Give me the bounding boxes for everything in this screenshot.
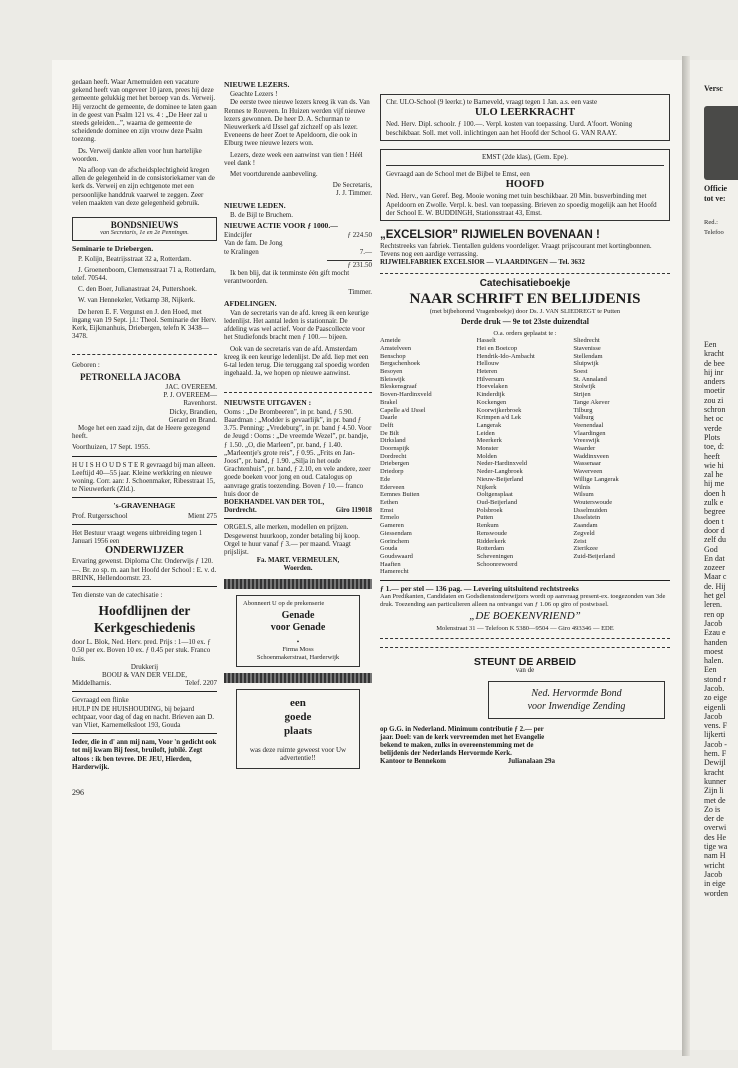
place-item: Ermelo — [380, 514, 400, 522]
place-item: Krimpen a/d Lek — [476, 414, 522, 422]
place-item: Bergschenhoek — [380, 360, 420, 368]
right-line: kunner — [704, 776, 727, 786]
bestuur-text: Het Bestuur vraagt wegens uitbreiding tegen 1 Januari 1956 een — [72, 528, 203, 545]
hoofdlijnen-title-2: Kerkgeschiedenis — [93, 620, 196, 636]
right-line: Zijn li — [704, 786, 724, 796]
place-item: Vlaardingen — [573, 429, 606, 437]
place-item: Stolwijk — [573, 383, 596, 391]
place-item: Sluipwijk — [573, 360, 599, 368]
bond-ad — [380, 647, 670, 765]
vermeulen-name: Fa. MART. VERMEULEN, — [256, 556, 340, 565]
firma-address: Schoenmakerstraat, Harderwijk — [256, 653, 340, 661]
place-item: Ridderkerk — [476, 537, 506, 545]
place-item: Veenendaal — [573, 421, 604, 429]
right-line: anders — [704, 377, 725, 387]
geachte-lezers: Geachte Lezers ! — [230, 90, 278, 99]
place-item: Bleiswijk — [380, 375, 405, 383]
right-line: stond r — [704, 674, 726, 684]
school-name: Prof. Rutgersschool — [72, 511, 128, 520]
right-line: zal he — [704, 470, 723, 480]
right-line: Plots — [704, 432, 721, 442]
nieuwe-leden-heading: NIEUWE LEDEN. — [224, 200, 286, 210]
boekenvriend-title: „DE BOEKENVRIEND” — [469, 610, 581, 623]
place-item: Renkum — [476, 522, 499, 530]
right-tel: Telefoo — [704, 229, 724, 236]
actie-total: ƒ 231.50 — [327, 260, 372, 269]
place-item: Gorinchem — [380, 537, 410, 545]
place-item: Gameren — [380, 522, 404, 530]
excelsior-text: Rechtstreeks van fabriek. Tientallen guldens voordeliger. Vraagt prijscourant met kortingbonnen. Tevens nog een aardige verrassing. — [380, 242, 652, 259]
derde-druk: Derde druk — 9e tot 23ste duizendtal — [461, 317, 589, 327]
place-item: Hoevelaken — [476, 383, 508, 391]
page-binding — [682, 56, 690, 1056]
place-item: Daarle — [380, 414, 398, 422]
predikanten-text: Aan Predikanten, Candidaten en Godsdienstonderwijzers wordt op aanvraag present-ex. toegezonden van 3de druk. Toezending aan particulieren alleen na ontvangst van ƒ 1.06 op giro of postwissel. — [380, 593, 666, 608]
ulo-intro: Chr. ULO-School (9 leerkr.) te Barneveld, vraagt tegen 1 Jan. a.s. een vaste — [386, 98, 598, 106]
boekhandel-name: BOEKHANDEL VAN DER TOL, — [224, 497, 325, 506]
genade-title-2: voor Genade — [270, 622, 326, 634]
right-line: ren op — [704, 609, 725, 619]
place-item: Bleskensgraaf — [380, 383, 417, 391]
right-line: door d — [704, 525, 725, 535]
parent-line: Dicky, Brandien, — [169, 407, 217, 416]
actie-row — [224, 231, 372, 239]
place-item: Neder-Langbroek — [476, 468, 523, 476]
bond-kantoor: Kantoor te Bennekom — [380, 757, 446, 766]
right-line: vens. F — [704, 721, 728, 731]
place-item: Delft — [380, 421, 394, 429]
place-item: Emst — [380, 506, 394, 514]
place-item: Ameide — [380, 337, 401, 345]
afdelingen-text-2: Ook van de secretaris van de afd. Amsterdam kreeg ik een keurige ledenlijst. De afd. liep met een 6-tal leden terug. Die teruggang zal spoedig worden ingehaald. Ja, we hopen op nieuwe aanwinst. — [224, 344, 370, 378]
catechisatie-ad — [380, 273, 670, 640]
bond-name-2: voor Inwendige Zending — [527, 700, 626, 712]
advert-een: een — [290, 696, 306, 709]
actie-heading: NIEUWE ACTIE VOOR ƒ 1000.— — [224, 221, 338, 231]
place-item: Goudswaard — [380, 552, 413, 560]
right-line: Een — [704, 340, 717, 349]
bond-kantoor-row — [380, 757, 555, 765]
right-line: tige wa — [704, 842, 728, 852]
right-line: hij inr — [704, 367, 724, 377]
uitgaven-heading: NIEUWSTE UITGAVEN : — [224, 397, 312, 407]
nieuw-lid: B. de Bijl te Bruchem. — [230, 210, 293, 219]
ervaring-text: Ervaring gewenst. Diploma Chr. Onderwijs ƒ 120.—. Br. zo sp. m. aan het Hoofd der School : E. v. d. BRINK, Hellendoornstr. 23. — [72, 557, 217, 582]
gevraagd-label: Gevraagd een flinke — [72, 696, 129, 705]
seminarie-heading: Seminarie te Driebergen. — [72, 244, 154, 254]
right-line: hij me — [704, 479, 725, 489]
places-column — [573, 337, 670, 576]
dank-text: Ik ben blij, dat ik tenminste één gift mocht verantwoorden. — [224, 269, 350, 286]
firma-name: Firma Moss — [282, 646, 314, 654]
place-item: Putten — [476, 514, 494, 522]
place-item: Soest — [573, 368, 588, 376]
place-item: Tilburg — [573, 406, 593, 414]
genade-box: Abonneert U op de prekenserie Genade voor Genade • Firma Moss Schoenmakerstraat, Harderwijk — [236, 595, 360, 667]
lezers-text-2: Lezers, deze week een aanwinst van tien ! Héél veel dank ! — [224, 150, 363, 167]
place-item: Eethen — [380, 499, 399, 506]
hoofd-heading: HOOFD — [505, 179, 545, 191]
drukkerij-label: Drukkerij — [130, 662, 159, 671]
genade-title-1: Genade — [281, 610, 315, 622]
booij-phone: Telef. 2207 — [185, 679, 217, 688]
place-item: Amstelveen — [380, 344, 412, 352]
dejeu-ad: Ieder, die in d' ann mij nam, Voor 'n gedicht ook tot mij kwam Bij feest, bruiloft, jubilé. Zegt altoos : ik ben tevree. DE JEU, Hierden, Harderwijk. — [72, 738, 217, 771]
ulo-ad — [380, 94, 670, 141]
school-address: Mient 275 — [188, 511, 217, 520]
emst-gevraagd: Gevraagd aan de School met de Bijbel te Emst, een — [386, 170, 530, 179]
place-item: Driedorp — [380, 468, 404, 476]
place-item: Willige Langerak — [573, 475, 619, 483]
place-item: Benschop — [380, 352, 406, 360]
booij-row — [72, 679, 217, 687]
right-line: leren. — [704, 600, 722, 610]
right-line: de bee — [704, 358, 725, 368]
right-line: Zo is — [704, 804, 721, 814]
bondsnieuws-subtitle: van Secretaris, 1e en 2e Penningm. — [100, 229, 189, 237]
boekhandel-city: Dordrecht. — [224, 506, 257, 515]
right-line: zelf du — [704, 535, 726, 545]
right-line: des He — [704, 832, 726, 842]
right-page-fragment — [690, 60, 738, 1050]
boekhandel-giro: Giro 119018 — [335, 506, 372, 515]
school-row — [72, 512, 217, 520]
right-tot: tot ve: — [704, 194, 726, 203]
place-item: Waddinxveen — [573, 452, 609, 460]
secretaris-name: J. J. Timmer. — [336, 189, 372, 198]
place-item: Wouterswoude — [573, 499, 613, 506]
right-line: nam H — [704, 851, 726, 861]
place-item: IJsselmuiden — [573, 506, 608, 514]
sem-item-3: C. den Boer, Julianastraat 24, Puttershoek. — [78, 285, 197, 294]
place-item: Strijen — [573, 391, 591, 399]
right-line: Jacob — [704, 618, 723, 628]
right-line: kracht — [704, 767, 724, 777]
column-3 — [380, 90, 670, 766]
place-item: Kinderdijk — [476, 391, 505, 399]
right-line: moetir — [704, 386, 725, 396]
place-item: Doornspijk — [380, 445, 410, 453]
place-item: Meerkerk — [476, 437, 502, 445]
column-2 — [224, 78, 372, 773]
place-item: Zeist — [573, 537, 587, 545]
right-text-lines — [704, 340, 728, 898]
actie-label: Eindcijfer — [224, 231, 252, 240]
right-line: kracht — [704, 349, 724, 359]
place-item: Ederveen — [380, 483, 405, 491]
right-line: Jacob. — [704, 683, 725, 693]
bondsnieuws-title: BONDSNIEUWS — [110, 220, 179, 231]
timmer-sign: Timmer. — [348, 288, 372, 297]
emst-ad — [380, 149, 670, 221]
column-1 — [72, 78, 217, 797]
place-item: Driebergen — [380, 460, 410, 468]
place-item: Wilnis — [573, 483, 591, 491]
page-number: 296 — [72, 788, 84, 797]
place-item: Haaften — [380, 560, 401, 568]
emst-heading: EMST (2de klas), (Gem. Epe). — [482, 152, 568, 161]
right-officie: Officie — [704, 184, 728, 193]
place-item: Hellouw — [476, 360, 500, 368]
excelsior-fabriek: RIJWIELFABRIEK EXCELSIOR — VLAARDINGEN — Tel. 3632 — [380, 258, 585, 267]
place-item: Zuid-Beijerland — [573, 552, 615, 560]
right-line: Dewijl — [704, 758, 726, 768]
gravenhage-heading: 's-GRAVENHAGE — [113, 501, 176, 511]
place-item: Kockengen — [476, 398, 507, 406]
right-line: halen. — [704, 656, 724, 666]
place-item: Hasselt — [476, 337, 496, 345]
right-line: met de — [704, 795, 726, 805]
place-item: Renswoude — [476, 529, 507, 537]
actie-row: Van de fam. De Jong — [224, 239, 283, 248]
place-item: Giessendam — [380, 529, 412, 537]
hoofd-text: Ned. Herv., van Geref. Beg. Mooie woning met tuin beschikbaar. 20 Min. busverbinding met Apeldoorn en Zwolle. Verpl. k. besl. van toepassing. Brieven zo spoedig mogelijk aan het Hoofd der School E. W. BUDDINGH, Stationsstraat 43, Emst. — [386, 192, 657, 217]
right-line: zulk e — [704, 498, 724, 508]
bond-name-1: Ned. Hervormde Bond — [531, 687, 622, 699]
right-line: Ezau e — [704, 628, 726, 638]
uitgaven-text: Ooms : „De Brombeeren”, in pr. band, ƒ 5.90. Baardman : „Modder is gevaarlijk”, in pr. band ƒ 3.75. Penning: „Vredeburg”, in pr. band ƒ 4.50. Voor de Jeugd : Ooms : „De vreemde Wezel”, pr. bandje, ƒ 1.50. „O, die Marleen”, pr. band, ƒ 1.40. „Marleentje's grote reis”, ƒ 0.95. „Frits en Jan-Joost”, pr. band, ƒ 1.90. „Silja in het oude Grachtenhuis”, pr. band, ƒ 2.10, en vele andere, zeer goede boeken voor jong en oud. Catalogus op aanvrage gratis toezending. Boven ƒ 10.— franco huis door de — [224, 407, 372, 498]
place-item: Koorwijkerbroek — [476, 406, 522, 414]
right-line: doen t — [704, 516, 724, 526]
vande-label: van de — [515, 666, 535, 675]
right-line: God — [704, 544, 718, 554]
places-column — [477, 337, 574, 576]
place-item: Neder-Hardinxveld — [476, 460, 528, 468]
bond-name-box — [488, 681, 665, 719]
place-item: Dordrecht — [380, 452, 407, 460]
place-item: Sliedrecht — [573, 337, 600, 345]
place-item: Polsbroek — [476, 506, 503, 514]
intro-text: gedaan heeft. Waar Arnemuiden een vacature gekend heeft van ongeveer 10 jaren, prees hij deze gemeente gelukkig met het beroep van ds. Verweij. Hij verzocht de gemeente, de dominee te laten gaan in de geest van Psalm 121 vs. 4 : „De Heer zal u steeds geleiden...”, waarna de gemeente de scheidende dominee en zijn vrouw deze Psalm toezong. — [72, 78, 217, 144]
right-line: overwi — [704, 823, 727, 833]
right-line: verde — [704, 423, 722, 433]
secretaris-label: De Secretaris, — [332, 181, 372, 190]
right-line: moest — [704, 646, 724, 656]
right-line: eigenli — [704, 702, 726, 712]
place-item: Stavenisse — [573, 344, 601, 352]
places-column — [380, 337, 477, 576]
right-line: Een — [704, 665, 717, 675]
right-line: Jacob — [704, 869, 723, 879]
right-line: schron — [704, 405, 726, 415]
right-line: wie hi — [704, 460, 724, 470]
place-item: Capelle a/d IJssel — [380, 406, 426, 414]
bondsnieuws-box — [72, 217, 217, 241]
advert-ruimte-text: was deze ruimte geweest voor Uw advertentie!! — [249, 745, 347, 762]
right-line: worden — [704, 888, 728, 898]
birth-address: Voorthuizen, 17 Sept. 1955. — [72, 443, 151, 452]
hoofdlijnen-title-1: Hoofdlijnen der — [98, 603, 191, 619]
right-line: doen h — [704, 488, 726, 498]
blok-text: door L. Blok, Ned. Herv. pred. Prijs : 1—10 ex. ƒ 0.50 per ex. Boven 10 ex. ƒ 0.45 per stuk. Franco huis. — [72, 638, 211, 663]
place-item: Brakel — [380, 398, 398, 406]
advert-space-box — [236, 689, 360, 769]
excelsior-ad — [380, 229, 670, 267]
decorative-bar — [224, 673, 372, 683]
place-item: Monster — [476, 445, 499, 453]
baby-name: PETRONELLA JACOBA — [80, 371, 181, 382]
right-line: in eige — [704, 879, 726, 889]
place-item: Ooltgensplaat — [476, 491, 513, 499]
right-line: de. Hij — [704, 581, 726, 591]
thanks-text: Ds. Verweij dankte allen voor hun hartelijke woorden. — [72, 146, 202, 163]
place-item: Waarder — [573, 445, 596, 453]
place-item: Stellendam — [573, 352, 603, 360]
lezers-text: De eerste twee nieuwe lezers kreeg ik van ds. Van Rennes te Rouveen. In Huizen werden vijf nieuwe lezers gewonnen. De heer D. A. Schurman te Nieuwerkerk a/d IJssel gaf zichzelf op als lezer. Eveneens de heer Zoet te Apeldoorn, die ook in Elburg twee nieuwe lezers won. — [224, 98, 370, 148]
born-label: Geboren : — [72, 361, 100, 370]
right-line: heeft — [704, 451, 720, 461]
place-item: Zaandam — [573, 522, 598, 530]
actie-label: te Kralingen — [224, 247, 259, 256]
place-item: Wilsum — [573, 491, 594, 499]
place-item: Dirksland — [380, 437, 406, 445]
place-item: Leiden — [476, 429, 495, 437]
place-item: Eemnes Buiten — [380, 491, 420, 499]
right-red: Red.: — [704, 219, 718, 226]
right-line: En dat — [704, 553, 725, 563]
catechisatie-title: Catechisatieboekje — [479, 277, 571, 289]
bond-address: Julianalaan 29a — [507, 757, 555, 766]
ulo-heading: ULO LEERKRACHT — [474, 107, 576, 119]
booij-name: BOOIJ & VAN DER VELDE, — [102, 670, 187, 679]
naar-schrift-subtitle: (met bijbehorend Vragenboekje) door Ds. J. VAN SLIEDREGT te Putten — [429, 307, 621, 315]
catechisatie-label: Ten dienste van de catechisatie : — [72, 590, 163, 599]
prijs-line: ƒ 1.— per stel — 136 pag. — Levering uitsluitend rechtstreeks — [380, 584, 579, 594]
place-item: Molden — [476, 452, 497, 460]
actie-value: ƒ 224.50 — [347, 231, 372, 240]
farewell-text: Na afloop van de afscheidsplechtigheid kregen allen de gelegenheid in de consistoriekamer van de kerk ds. Verweij en zijn echtgenote met een persoonlijke handdruk vaarwel te zeggen. Zeer velen maakten van deze gelegenheid gebruik. — [72, 166, 215, 207]
place-item: Nijkerk — [476, 483, 497, 491]
hulp-ad: HULP IN DE HUISHOUDING, bij bejaard echtpaar, voor dag of dag en nacht. Brieven aan D. van Vliet, Karnemelksloot 193, Gouda — [72, 704, 214, 729]
afdelingen-text: Van de secretaris van de afd. kreeg ik een keurige ledenlijst. Het aantal leden is stationnair. De afdeling was wel actief. Voor de Paascollecte voor het Studiefonds bracht men ƒ 100.— bijeen. — [224, 308, 369, 342]
parent-line: Ravenhorst. — [183, 399, 217, 408]
abonneert-text: Abonneert U op de prekenserie — [243, 599, 325, 607]
sem-item-4: W. van Hennekeler, Vetkamp 38, Nijkerk. — [78, 296, 195, 305]
wish-text: Moge het een zaad zijn, dat de Heere gezegend heeft. — [72, 423, 210, 441]
sem-item-5: De heren E. F. Vergunst en J. den Hoed, met ingang van 19 Sept. j.l.: Theol. Seminarie der Herv. Kerk, Eijkmanhuis, Driebergen, telefn K 3438—3478. — [72, 307, 217, 341]
right-line: Jacob — [704, 711, 723, 721]
parent-line: JAC. OVEREEM. — [165, 382, 217, 391]
vermeulen-city: Woerden. — [283, 564, 313, 573]
orders-label: O.a. orders geplaatst te : — [493, 329, 557, 337]
places-list — [380, 337, 670, 576]
right-line: begree — [704, 507, 726, 517]
right-line: handen — [704, 637, 728, 647]
right-line: zozeer — [704, 563, 725, 573]
nieuwe-lezers-heading: NIEUWE LEZERS. — [224, 80, 290, 89]
decorative-bar — [224, 579, 372, 589]
place-item: St. Annaland — [573, 375, 607, 383]
right-line: Jacob - — [704, 739, 727, 749]
parents-block — [72, 383, 217, 424]
right-line: hem. F — [704, 749, 727, 759]
booij-city: Middelharnis. — [72, 679, 112, 688]
place-item: Heteren — [476, 368, 498, 376]
place-item: Schoonrewoerd — [476, 560, 518, 568]
place-item: Rotterdam — [476, 545, 505, 553]
right-line: zou zi — [704, 395, 724, 405]
place-item: Ede — [380, 475, 391, 483]
afdelingen-heading: AFDELINGEN. — [224, 298, 277, 308]
excelsior-heading: „EXCELSIOR” RIJWIELEN BOVENAAN ! — [380, 229, 600, 242]
place-item: Wassenaar — [573, 460, 601, 468]
right-top: Versc — [704, 84, 723, 93]
parent-line: P. J. OVEREEM— — [163, 391, 217, 400]
place-item: Besoyen — [380, 368, 403, 376]
huishoudster-ad: H U I S H O U D S T E R gevraagd bij man alleen. Leeftijd 40—55 jaar. Kleine werkkring en nieuwe woning. Corr. aan: J. Schoenmaker, Ribesstraat 15, te Nieuwerkerk (Zld.). — [72, 460, 216, 494]
advert-plaats: plaats — [283, 724, 313, 737]
place-item: Valburg — [573, 414, 594, 422]
actie-value: 7.— — [359, 247, 372, 256]
place-item: Hilversum — [476, 375, 505, 383]
orgels-text: ORGELS, alle merken, modellen en prijzen. Desgewenst huurkoop, zonder betaling bij koop. Orgel te huur vanaf ƒ 3.— per maand. Vraagt prijslijst. — [224, 523, 360, 556]
place-item: Scheveningen — [476, 552, 514, 560]
right-line: lijkerti — [704, 730, 726, 740]
place-item: Zierikzee — [573, 545, 598, 553]
place-item: Nieuw-Beijerland — [476, 475, 524, 483]
right-line: het oc — [704, 414, 724, 424]
place-item: Tange Akever — [573, 398, 610, 406]
right-line: wricht — [704, 860, 725, 870]
parent-line: Gerard en Brand. — [168, 415, 217, 424]
place-item: Boven-Hardinxveld — [380, 391, 432, 399]
place-item: Oud-Beijerland — [476, 499, 518, 506]
right-line: der de — [704, 814, 724, 824]
sem-item-2: J. Groenenboom, Clemensstraat 71 a, Rotterdam, telef. 70544. — [72, 265, 216, 283]
boekenvriend-address: Molenstraat 31 — Telefoon K 5380—9504 — Giro 493346 — EDE — [436, 624, 614, 632]
lezers-text-3: Met voortdurende aanbeveling. — [230, 170, 318, 179]
place-item: De Bilt — [380, 429, 399, 437]
place-item: Hendrik-Ido-Ambacht — [476, 352, 535, 360]
steunt-heading: STEUNT DE ARBEID — [473, 656, 577, 669]
place-item: IJsselstein — [573, 514, 601, 522]
ulo-text: Ned. Herv. Dipl. schoolr. ƒ 100.—. Verpl. kosten van toepassing. Uurd. A'foort. Woning beschikbaar. Soll. met voll. inlichtingen aan het Hoofd der School G. VAN RAAY. — [386, 120, 633, 137]
right-line: Maar c — [704, 572, 727, 582]
right-line: toe, d: — [704, 442, 724, 452]
naar-schrift-title: NAAR SCHRIFT EN BELIJDENIS — [409, 290, 641, 307]
boekhandel-row — [224, 506, 372, 514]
sem-item-1: P. Kolijn, Beatrijsstraat 32 a, Rotterdam. — [78, 254, 192, 263]
bond-text: op G.G. in Nederland. Minimum contributie ƒ 2.— per jaar. Doel: van de kerk vervreemden met het Evangelie bekend te maken, zulks in overeenstemming met de belijdenis der Nederlands Hervormde Kerk. — [380, 724, 545, 758]
onderwijzer-heading: ONDERWIJZER — [105, 545, 184, 557]
place-item: Waverveen — [573, 468, 603, 476]
advert-goede: goede — [284, 710, 312, 723]
place-item: Langerak — [476, 421, 502, 429]
right-line: het gel — [704, 591, 726, 601]
place-item: Vreeswijk — [573, 437, 600, 445]
place-item: Gouda — [380, 545, 398, 553]
place-item: Zegveld — [573, 529, 595, 537]
actie-row — [224, 248, 372, 256]
place-item: Hei en Boeicop — [476, 344, 518, 352]
place-item: Hamerecht — [380, 568, 409, 576]
right-photo — [704, 106, 738, 180]
right-line: zo eige — [704, 693, 727, 703]
